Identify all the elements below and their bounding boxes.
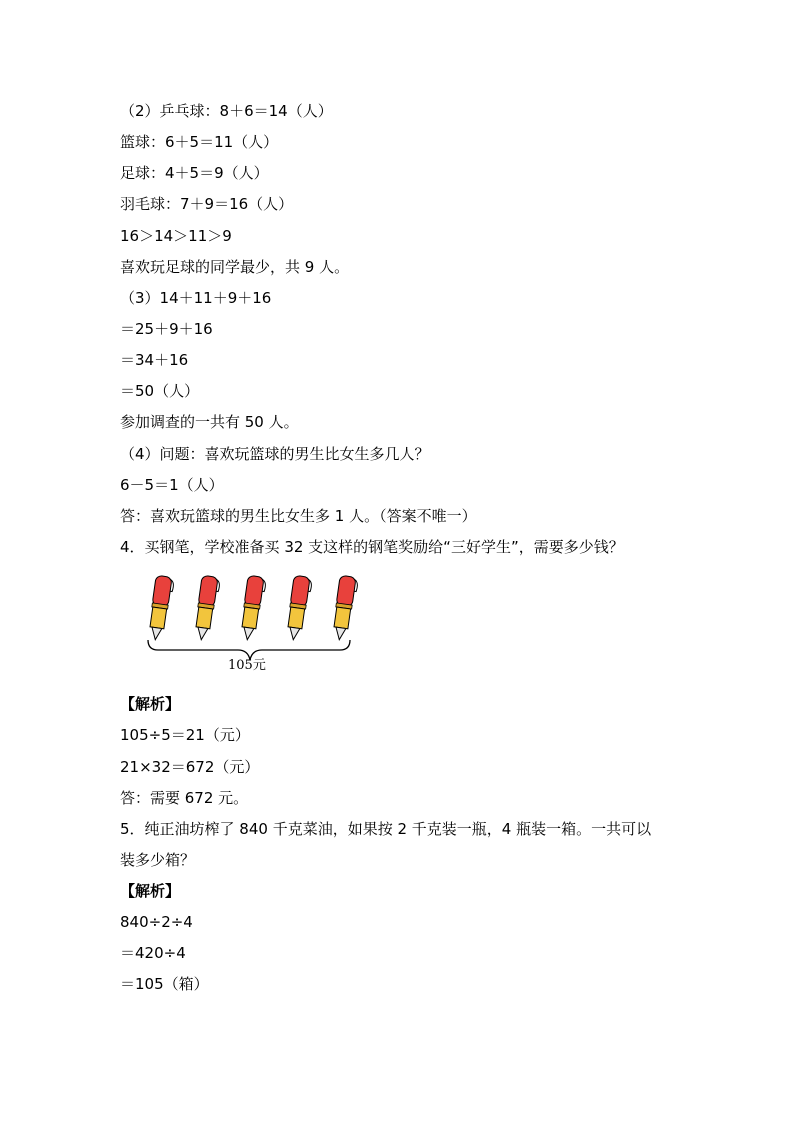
answer-3-line-5: 参加调查的一共有 50 人。 [120,413,299,431]
answer-2-line-2: 篮球：6＋5＝11（人） [120,133,279,151]
fountain-pen-icon [147,575,174,641]
analysis-5-line-2: ＝420÷4 [120,944,186,962]
analysis-4-line-3: 答：需要 672 元。 [120,789,249,807]
answer-3-line-2: ＝25＋9＋16 [120,320,213,338]
answer-4-line-2: 6－5＝1（人） [120,476,224,494]
analysis-4-line-1: 105÷5＝21（元） [120,726,250,744]
fountain-pen-icon [331,575,358,641]
answer-2-line-1: （2）乒乓球：8＋6＝14（人） [120,102,333,120]
answer-2-line-6: 喜欢玩足球的同学最少，共 9 人。 [120,258,350,276]
question-5-line-1: 5．纯正油坊榨了 840 千克菜油，如果按 2 千克装一瓶，4 瓶装一箱。一共可以 [120,820,652,838]
analysis-4-line-2: 21×32＝672（元） [120,758,260,776]
brace [148,640,350,660]
fountain-pen-icon [193,575,220,641]
answer-2-line-4: 羽毛球：7＋9＝16（人） [120,195,294,213]
fountain-pen-icon [285,575,312,641]
answer-4-line-3: 答：喜欢玩篮球的男生比女生多 1 人。（答案不唯一） [120,507,477,525]
fountain-pen-icon [239,575,266,641]
question-4: 4．买钢笔，学校准备买 32 支这样的钢笔奖励给“三好学生”，需要多少钱？ [120,538,624,556]
analysis-5-line-1: 840÷2÷4 [120,913,193,931]
answer-4-line-1: （4）问题：喜欢玩篮球的男生比女生多几人？ [120,445,430,463]
answer-3-line-1: （3）14＋11＋9＋16 [120,289,272,307]
analysis-heading-5: 【解析】 [120,882,181,900]
analysis-heading-4: 【解析】 [120,695,181,713]
figure-price-label: 105元 [228,658,266,673]
analysis-5-line-3: ＝105（箱） [120,975,209,993]
answer-3-line-4: ＝50（人） [120,382,200,400]
question-5-line-2: 装多少箱？ [120,851,196,869]
answer-2-line-5: 16＞14＞11＞9 [120,227,232,245]
answer-2-line-3: 足球：4＋5＝9（人） [120,164,269,182]
answer-3-line-3: ＝34＋16 [120,351,189,369]
